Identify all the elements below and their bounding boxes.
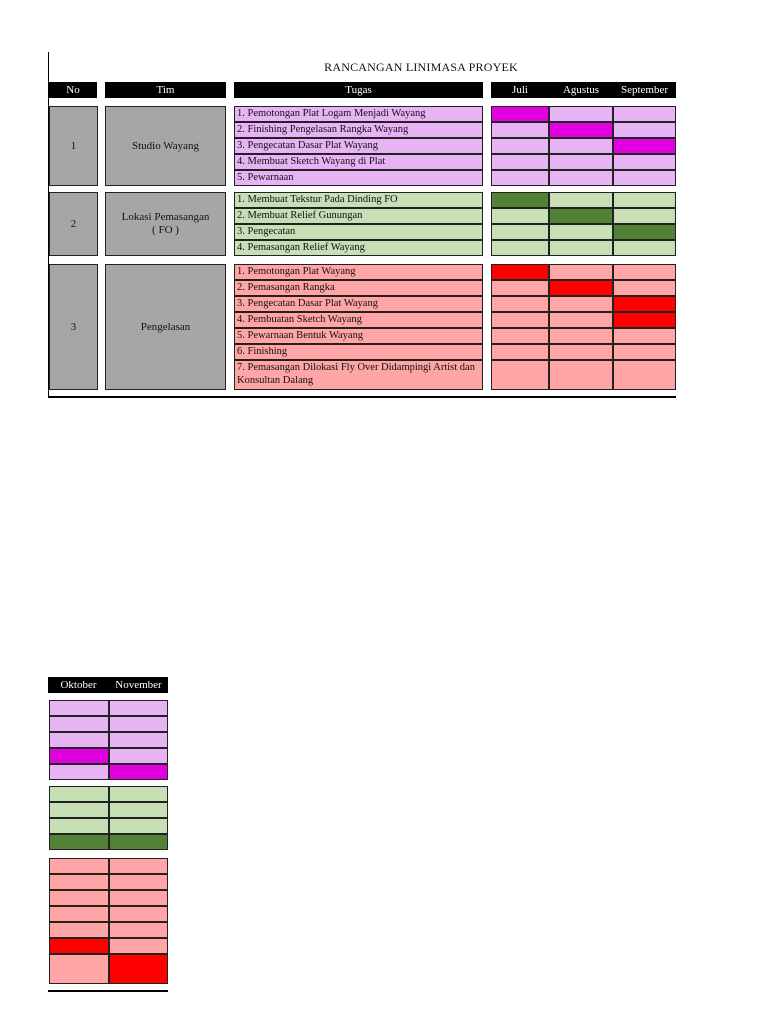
task-label: 3. Pengecatan Dasar Plat Wayang: [234, 138, 483, 154]
timeline-cell-oktober: [49, 700, 109, 716]
timeline-cell-september: [613, 208, 676, 224]
timeline-cell-september: [613, 264, 676, 280]
header-separator: [226, 82, 234, 98]
timeline-cell-september: [613, 280, 676, 296]
timeline-cell-oktober: [49, 834, 109, 850]
timeline-cell-september: [613, 224, 676, 240]
task-label: 7. Pemasangan Dilokasi Fly Over Didampingi Artist dan Konsultan Dalang: [234, 360, 483, 390]
timeline-cell-november: [109, 732, 168, 748]
timeline-cell-oktober: [49, 922, 109, 938]
timeline-cell-juli: [491, 264, 549, 280]
timeline-cell-juli: [491, 328, 549, 344]
team-name: Pengelasan: [105, 264, 226, 390]
timeline-cell-november: [109, 818, 168, 834]
timeline-cell-agustus: [549, 138, 613, 154]
timeline-cell-september: [613, 122, 676, 138]
timeline-cell-september: [613, 328, 676, 344]
timeline-cell-oktober: [49, 954, 109, 984]
timeline-cell-agustus: [549, 312, 613, 328]
timeline-cell-oktober: [49, 764, 109, 780]
timeline-cell-oktober: [49, 748, 109, 764]
task-label: 4. Pemasangan Relief Wayang: [234, 240, 483, 256]
timeline-cell-november: [109, 764, 168, 780]
timeline-cell-oktober: [49, 938, 109, 954]
task-label: 2. Pemasangan Rangka: [234, 280, 483, 296]
header-no: No: [49, 82, 97, 98]
task-label: 4. Membuat Sketch Wayang di Plat: [234, 154, 483, 170]
header-month-agustus: Agustus: [549, 82, 613, 98]
timeline-cell-agustus: [549, 224, 613, 240]
timeline-cell-juli: [491, 296, 549, 312]
timeline-cell-juli: [491, 240, 549, 256]
timeline-cell-september: [613, 154, 676, 170]
task-label: 1. Membuat Tekstur Pada Dinding FO: [234, 192, 483, 208]
timeline-cell-november: [109, 954, 168, 984]
timeline-cell-september: [613, 344, 676, 360]
task-label: 4. Pembuatan Sketch Wayang: [234, 312, 483, 328]
timeline-cell-agustus: [549, 170, 613, 186]
timeline-cell-november: [109, 922, 168, 938]
page-title: RANCANGAN LINIMASA PROYEK: [324, 60, 518, 74]
timeline-cell-agustus: [549, 192, 613, 208]
header-month-november: November: [109, 677, 168, 693]
timeline-cell-juli: [491, 154, 549, 170]
group-number: 3: [49, 264, 98, 390]
timeline-cell-september: [613, 360, 676, 390]
task-label: 3. Pengecatan Dasar Plat Wayang: [234, 296, 483, 312]
timeline-cell-november: [109, 786, 168, 802]
timeline-cell-september: [613, 138, 676, 154]
task-label: 5. Pewarnaan: [234, 170, 483, 186]
timeline-cell-oktober: [49, 874, 109, 890]
header-month-juli: Juli: [491, 82, 549, 98]
timeline-cell-agustus: [549, 106, 613, 122]
task-label: 1. Pemotongan Plat Wayang: [234, 264, 483, 280]
timeline-cell-juli: [491, 122, 549, 138]
timeline-cell-september: [613, 106, 676, 122]
task-label: 2. Membuat Relief Gunungan: [234, 208, 483, 224]
timeline-cell-agustus: [549, 296, 613, 312]
timeline-cell-juli: [491, 192, 549, 208]
timeline-cell-september: [613, 192, 676, 208]
task-label: 6. Finishing: [234, 344, 483, 360]
header-tugas: Tugas: [234, 82, 483, 98]
timeline-cell-agustus: [549, 240, 613, 256]
timeline-cell-agustus: [549, 344, 613, 360]
team-name: Studio Wayang: [105, 106, 226, 186]
timeline-cell-juli: [491, 360, 549, 390]
timeline-cell-oktober: [49, 786, 109, 802]
task-label: 3. Pengecatan: [234, 224, 483, 240]
timeline-cell-november: [109, 700, 168, 716]
timeline-cell-oktober: [49, 890, 109, 906]
timeline-cell-juli: [491, 106, 549, 122]
timeline-cell-november: [109, 748, 168, 764]
timeline-cell-juli: [491, 280, 549, 296]
header-separator: [97, 82, 105, 98]
timeline-cell-juli: [491, 170, 549, 186]
timeline-cell-november: [109, 890, 168, 906]
table-bottom-border: [48, 396, 676, 398]
timeline-cell-juli: [491, 138, 549, 154]
header-month-oktober: Oktober: [48, 677, 109, 693]
team-name: Lokasi Pemasangan ( FO ): [105, 192, 226, 256]
timeline-cell-oktober: [49, 802, 109, 818]
task-label: 5. Pewarnaan Bentuk Wayang: [234, 328, 483, 344]
timeline-cell-oktober: [49, 818, 109, 834]
header-tim: Tim: [105, 82, 226, 98]
header-month-september: September: [613, 82, 676, 98]
timeline-cell-oktober: [49, 732, 109, 748]
header-separator: [483, 82, 491, 98]
timeline-cell-agustus: [549, 360, 613, 390]
timeline-cell-september: [613, 296, 676, 312]
group-number: 2: [49, 192, 98, 256]
timeline-cell-juli: [491, 312, 549, 328]
timeline-cell-agustus: [549, 208, 613, 224]
timeline-cell-november: [109, 906, 168, 922]
cont-bottom-border: [48, 990, 168, 992]
timeline-cell-agustus: [549, 264, 613, 280]
task-label: 2. Finishing Pengelasan Rangka Wayang: [234, 122, 483, 138]
timeline-cell-agustus: [549, 122, 613, 138]
timeline-cell-november: [109, 938, 168, 954]
task-label: 1. Pemotongan Plat Logam Menjadi Wayang: [234, 106, 483, 122]
timeline-cell-november: [109, 716, 168, 732]
timeline-cell-oktober: [49, 906, 109, 922]
timeline-cell-juli: [491, 208, 549, 224]
timeline-cell-juli: [491, 344, 549, 360]
timeline-cell-juli: [491, 224, 549, 240]
timeline-cell-oktober: [49, 858, 109, 874]
timeline-cell-september: [613, 170, 676, 186]
timeline-cell-agustus: [549, 328, 613, 344]
timeline-cell-november: [109, 834, 168, 850]
timeline-cell-agustus: [549, 280, 613, 296]
timeline-cell-agustus: [549, 154, 613, 170]
timeline-cell-november: [109, 874, 168, 890]
timeline-cell-oktober: [49, 716, 109, 732]
timeline-cell-november: [109, 858, 168, 874]
group-number: 1: [49, 106, 98, 186]
timeline-cell-september: [613, 312, 676, 328]
timeline-cell-november: [109, 802, 168, 818]
timeline-cell-september: [613, 240, 676, 256]
